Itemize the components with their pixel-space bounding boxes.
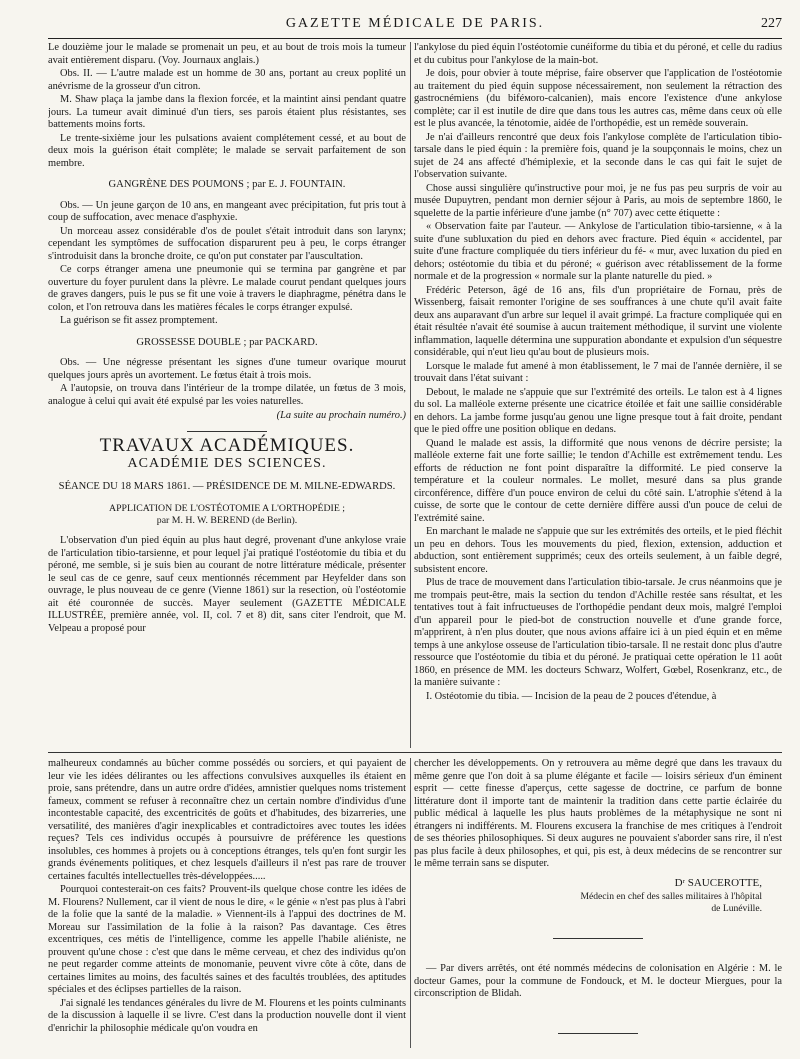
section-subtitle: ACADÉMIE DES SCIENCES.: [127, 456, 327, 471]
paragraph: L'observation d'un pied équin au plus haut degré, provenant d'une ankylose vraie de l'articulation tibio-tarsienne, et pour lequel j'ai pratiqué l'ostéotomie du tibia et du péroné, me semble, si je suis bien au courant de notre littérature médicale, présenter le seul cas de ce genre, sauf ceux mentionnés récemment par Heyfelder dans son ouvrage, le plus nouveau de ce genre (Vienne 1861) sur la resection, où l'ostéotomie ait été couronnée de succès. Mayer seulement (GAZETTE MÉDICALE ILLUSTRÉE, première année, vol. II, col. 7 et 8) dit, sans citer l'endroit, que M. Velpeau a proposé pour: [48, 535, 406, 634]
paragraph: J'ai signalé les tendances générales du livre de M. Flourens et les points culminants de la discussion à laquelle il se livre. C'est dans la production nouvelle dont il vient d'enrichir la philosophie médicale qu'on voudra en: [48, 997, 406, 1034]
paragraph: M. Shaw plaça la jambe dans la flexion forcée, et la maintint ainsi pendant quatre jours. La tumeur avait diminué d'un tiers, ses parois étaient plus résistantes, ses battements moins forts.: [48, 94, 406, 130]
right-column-top: [414, 42, 782, 750]
quoted-label: « Observation faite par l'auteur. — Ankylose de l'articulation tibio-tarsienne, « à la suite d'une subluxation du pied en dehors avec fracture. Pied équin « accidentel, par suite d'une fracture compliquée du tiers inférieur du fé- « mur, avec luxation du pied en dehors; ostéotomie du tibia et du péroné; « guérison avec rétablissement de la forme normale et de la progression « normale sur la plante naturelle du pied. »: [414, 221, 782, 282]
feuilleton-rule: [48, 752, 782, 753]
left-column-bottom: [48, 758, 406, 1048]
paragraph: Ce corps étranger amena une pneumonie qui se termina par gangrène et par ouverture du foyer purulent dans la plèvre. Le malade courut pendant quelques jours de graves dangers, puis le pus se fit une voie à travers le diaphragme, pénétra dans le colon, et l'on retrouva dans les matières fécales le corps étranger expulsé.: [48, 264, 406, 313]
paragraph: — Par divers arrêtés, ont été nommés médecins de colonisation en Algérie : M. le docteur Games, pour la commune de Fondouck, et M. le docteur Miergues, pour la circonscription de Blidah.: [414, 963, 782, 999]
paragraph: Pourquoi contesterait-on ces faits? Prouvent-ils quelque chose contre les idées de M. Flourens? Nullement, car il vient de nous le dire, « le génie « n'est pas plus à l'abri de la folie que la santé de la maladie. » Viennent-ils à l'appui des doctrines de M. Moreau sur l'assimilation de la folie à la raison? Pas davantage. Ces êtres excentriques, ces métis de l'intelligence, comme les appelle l'habile aliéniste, ne prouvent qu'une chose : c'est que dans le même cerveau, et chez des individus qu'on ne peut regarder comme atteints de monomanie, peuvent vivre côte à côte, dans de certaines limites au moins, des facultés saines et des facultés troublées, des aptitudes spéciales et des éclipses partielles de la raison.: [48, 884, 406, 995]
article-title: [48, 503, 406, 527]
paragraph: I. Ostéotomie du tibia. — Incision de la peau de 2 pouces d'étendue, à: [426, 690, 717, 702]
paragraph: Le douzième jour le malade se promenait un peu, et au bout de trois mois la tumeur avait entièrement disparu. (Voy. Journaux anglais.): [48, 42, 406, 66]
paragraph: Le trente-sixième jour les pulsations avaient complétement cessé, et au bout de deux mois la guérison était complète; le malade se servait parfaitement de son membre.: [48, 132, 406, 169]
paragraph: Obs. — Un jeune garçon de 10 ans, en mangeant avec précipitation, fut pris tout à coup de suffocation, avec menace d'asphyxie.: [48, 199, 406, 223]
paragraph: Frédéric Peterson, âgé de 16 ans, fils d'un propriétaire de Fornau, près de Wissenberg, faisait remonter l'origine de ses souffrances à une chute qu'il avait faite deux ans auparavant d'un arbre sur lequel il avait grimpé. La fracture compliquée qui en était résultée n'avait été soumise à aucun traitement méthodique, il survint une violente inflammation, laquelle détermina une suppuration abondante et expulsion d'un séquestre considérable, qui n'eut lieu qu'au bout de plusieurs mois.: [414, 284, 782, 358]
column-divider: [410, 42, 411, 748]
paragraph: A l'autopsie, on trouva dans l'intérieur de la trompe dilatée, un fœtus de 3 mois, analogue à celui qui avait été expulsé par les voies naturelles.: [48, 383, 406, 407]
paragraph: La guérison se fit assez promptement.: [60, 315, 218, 326]
paragraph: l'ankylose du pied équin l'ostéotomie cunéiforme du tibia et du péroné, et celle du radius et du cubitus pour l'ankylose de la main-bot.: [414, 42, 782, 66]
paragraph: Lorsque le malade fut amené à mon établissement, le 7 mai de l'année dernière, il se trouvait dans l'état suivant :: [414, 360, 782, 384]
publication-title: GAZETTE MÉDICALE DE PARIS.: [285, 16, 545, 31]
page-number: 227: [761, 16, 782, 31]
signature-place: de Lunéville.: [711, 902, 762, 914]
continued-note: (La suite au prochain numéro.): [276, 410, 406, 421]
paragraph: Je n'ai d'ailleurs rencontré que deux fois l'ankylose complète de l'articulation tibio-tarsale dans le pied équin : la première fois, quand je la soupçonnais le moins, chez un sujet de 24 ans affecté d'hémiplexie, et la seconde dans le cas qui fait le sujet de l'observation suivante.: [414, 131, 782, 180]
paragraph: Quand le malade est assis, la difformité que nous venons de décrire persiste; la malléole externe fait une forte saillie; le tendon d'Achille est extrêmement tendu. Les efforts de réduction ne font point disparaître la difformité. Le pied conserve la température et la couleur normales. Le mollet, mesuré dans sa plus grande circonférence, diffère d'un pouce environ de celui du côté sain. L'atrophie s'étend à la cuisse, de sorte que le contour de cette dernière diffère aussi d'un pouce de celui de l'extrémité saine.: [414, 437, 782, 524]
column-divider: [410, 758, 411, 1048]
signature-title: Médecin en chef des salles militaires à l'hôpital: [580, 891, 762, 902]
section-heading: GROSSESSE DOUBLE ; par PACKARD.: [136, 336, 318, 348]
paragraph: En marchant le malade ne s'appuie que sur les extrémités des orteils, et le pied fléchit un peu en dehors. Tous les mouvements du pied, flexion, extension, adduction et abduction, sont entièrement supprimés; ceux des orteils seulement, à un faible degré, subsistent encore.: [414, 526, 782, 575]
paragraph: Debout, le malade ne s'appuie que sur l'extrémité des orteils. Le talon est à 4 lignes du sol. La malléole externe présente une cicatrice étoilée et fait une saillie considérable en dehors. La jambe forme jusqu'au genou une ligne presque tout à fait droite, pendant que le pied offre une position oblique en dedans.: [414, 386, 782, 435]
section-title: TRAVAUX ACADÉMIQUES.: [99, 434, 355, 456]
divider: [187, 431, 267, 432]
paragraph: chercher les développements. On y retrouvera au même degré que dans les travaux du même genre que l'on doit à sa plume élégante et facile — loisirs sérieux d'un éminent esprit — cette finesse d'aperçus, cette sagesse de doctrine, ce parfum de bonne littérature dont il importe tant de maintenir la tradition dans cette partie éclairée du public médical à laquelle les plus hauts problèmes de la métaphysique ne sont ni étrangers ni indifférents. M. Flourens excusera la franchise de mes critiques à l'endroit de ses théories philosophiques. Si deux augures ne pouvaient s'aborder sans rire, il n'est pas plus facile à deux philosophes, et qui, pis est, à deux médecins de se rencontrer sur le même terrain sans se disputer.: [414, 758, 782, 869]
article-title-line: APPLICATION DE L'OSTÉOTOMIE A L'ORTHOPÉDIE ;: [109, 503, 345, 514]
signature: Dʳ SAUCEROTTE,: [674, 876, 762, 889]
page-header: [48, 16, 782, 38]
paragraph: Je dois, pour obvier à toute méprise, faire observer que l'application de l'ostéotomie au traitement du pied équin suppose nécessairement, non seulement la rétraction des gastrocnémiens (du biféмoro-calcanien), mais encore l'existence d'une ankylose complète; car il est inutile de dire que dans tous les autres cas, même dans ceux où elle est le plus avancée, la ténotomie, aidée de l'orthopédie, est un remède souverain.: [414, 68, 782, 129]
article-author-line: par M. H. W. BEREND (de Berlin).: [156, 515, 298, 526]
section-heading: GANGRÈNE DES POUMONS ; par E. J. FOUNTAIN.: [108, 179, 346, 190]
paragraph: Chose aussi singulière qu'instructive pour moi, je ne fus pas peu surpris de voir au musée Dupuytren, pendant mon dernier séjour à Paris, au mois de septembre 1860, le squelette de la partie inférieure d'une jambe (n° 707) avec cette étiquette :: [414, 182, 782, 219]
divider: [558, 1033, 638, 1034]
right-column-bottom: [414, 758, 782, 1048]
session-line: SÉANCE DU 18 MARS 1861. — PRÉSIDENCE DE M. MILNE-EDWARDS.: [58, 480, 396, 492]
left-column-top: [48, 42, 406, 750]
paragraph: Un morceau assez considérable d'os de poulet s'était introduit dans son larynx; cependant les symptômes de suffocation disparurent peu à peu, le corps étranger s'introduisit dans la bronche droite, ce qu'on put constater par l'auscultation.: [48, 225, 406, 262]
paragraph: Obs. — Une négresse présentant les signes d'une tumeur ovarique mourut quelques jours après un avortement. Le fœtus était à trois mois.: [48, 357, 406, 381]
paragraph: malheureux condamnés au bûcher comme possédés ou sorciers, et qui payaient de leur vie les idées délirantes ou les affections convulsives auxquelles ils étaient en proie, sans prétendre, dans un autre ordre d'idées, amnistier quelques noms tristement fameux, comment se refuser à reconnaître chez un certain nombre d'individus d'une incontestable capacité, des excentricités de goûts et d'habitudes, des bizarreries, une versatilité, des manières d'agir inexplicables et contradictoires avec toutes les idées reçues? Tels ces individus occupés à poursuivre de préférence les questions insolubles, ces hommes à projets ou à conceptions étranges, tels qu'en font surgir les grands événements politiques, et chez lesquels d'ailleurs il n'est pas rare de trouver certaines facultés intellectuelles très-développées.....: [48, 758, 406, 882]
paragraph: Plus de trace de mouvement dans l'articulation tibio-tarsale. Je crus néanmoins que je me trompais peut-être, mais la section du tendon d'Achille restée sans résultat, et les tentatives tout à fait infructueuses de l'orthopédie pendant deux mois, malgré l'emploi d'un appareil pour le pied-bot de construction nouvelle et d'une grande force, m'apprirent, à n'en plus douter, que nous avions affaire ici à un pied équin et en même temps à une ankylose osseuse de l'articulation tibio-tarsale. Il ne restait donc plus d'autre ressource que l'ostéotomie du tibia et du péroné. Je pratiquai cette opération le 11 août 1860, en présence de MM. les docteurs Schwarz, Wolfert, Gœbel, Rosenkranz, etc., de la manière suivante :: [414, 577, 782, 688]
paragraph: Obs. II. — L'autre malade est un homme de 30 ans, portant au creux poplité un anévrisme de la grosseur d'un citron.: [48, 68, 406, 92]
divider: [553, 938, 643, 939]
header-rule: [48, 38, 782, 39]
